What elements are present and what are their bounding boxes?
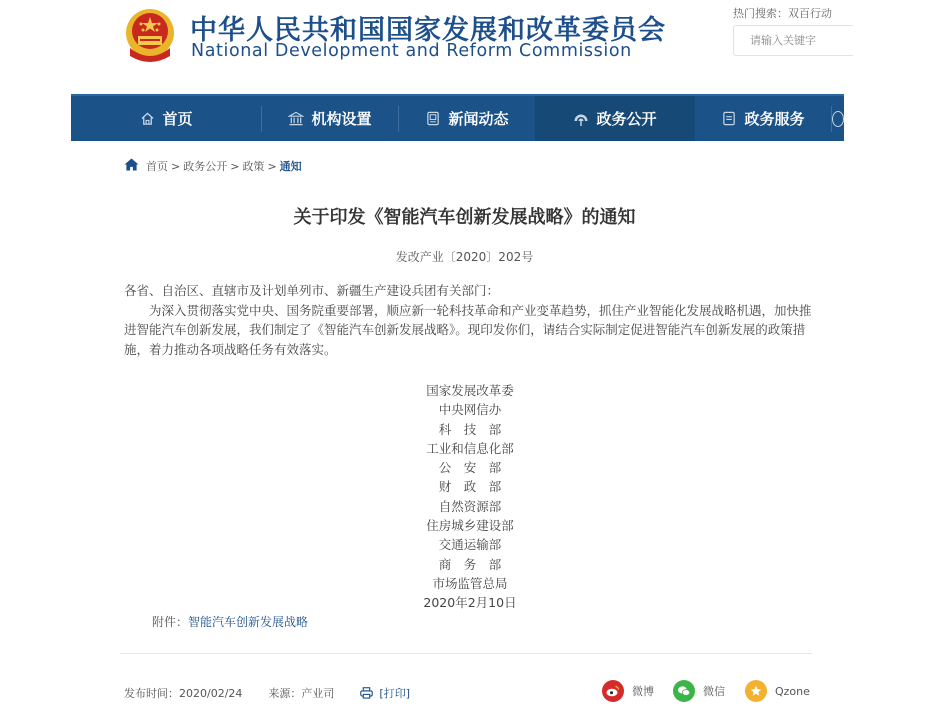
nav-label: 政务公开 [596,110,657,128]
signatory: 科 技 部 [438,421,502,437]
breadcrumb-separator: > [171,159,181,173]
body-paragraph: 为深入贯彻落实党中央、国务院重要部署，顺应新一轮科技革命和产业变革趋势，抓住产业智能化发展战略机遇，加快推进智能汽车创新发展，我们制定了《智能汽车创新发展战略》。现印发你们，请结合实际制定促进智能汽车创新发展的政策措施，着力推动各项战略任务有效落实。 [124,302,812,358]
signatory: 工业和信息化部 [426,440,514,456]
qzone-icon [745,680,767,702]
signatory: 国家发展改革委 [426,383,514,398]
breadcrumb [124,158,302,174]
nav-item-institutions[interactable] [262,96,398,141]
nav-label: 首页 [162,110,193,128]
breadcrumb-item-government-affairs[interactable]: 政务公开 [183,160,228,173]
source-label: 来源： [268,687,302,700]
article-title: 关于印发《智能汽车创新发展战略》的通知 [293,207,636,228]
home-icon [139,111,155,127]
site-title-cn[interactable]: 中华人民共和国国家发展和改革委员会 [190,15,666,46]
main-nav [71,94,844,141]
home-icon[interactable] [124,158,139,174]
attachment-link[interactable]: 智能汽车创新发展战略 [188,615,309,629]
share-weibo[interactable] [602,680,654,702]
document-number: 发改产业〔2020〕202号 [395,250,534,264]
nav-item-more[interactable] [832,96,844,141]
publish-label: 发布时间： [124,687,179,700]
source-value: 产业司 [301,687,335,700]
nav-item-home[interactable] [71,96,261,141]
salutation: 各省、自治区、直辖市及计划单列市、新疆生产建设兵团有关部门： [124,283,500,298]
more-icon [832,111,844,127]
share-label: Qzone [775,684,810,698]
hot-search-label: 热门搜索： [733,7,788,20]
share-qzone[interactable] [745,680,810,702]
attachment-label: 附件： [152,615,189,629]
footer-divider [120,653,812,654]
signatory: 公 安 部 [438,460,502,476]
signatory: 市场监管总局 [432,575,508,591]
signatory: 住房城乡建设部 [426,518,514,534]
signatory: 财 政 部 [438,479,502,495]
signatory: 自然资源部 [438,498,502,514]
institution-icon [288,111,304,127]
nav-label: 新闻动态 [448,110,509,128]
breadcrumb-separator: > [267,159,277,173]
signatories [370,381,570,613]
news-icon [425,111,441,127]
breadcrumb-item-home[interactable]: 首页 [146,160,168,173]
signatory: 商 务 部 [438,556,502,572]
breadcrumb-item-notice[interactable]: 通知 [279,160,302,173]
issue-date: 2020年2月10日 [423,595,517,611]
nav-item-services[interactable] [695,96,831,141]
nav-label: 机构设置 [311,110,372,128]
nav-label: 政务服务 [744,110,805,128]
publish-date: 2020/02/24 [179,686,243,700]
printer-icon [360,687,373,699]
share-label: 微博 [632,685,654,698]
wechat-icon [673,680,695,702]
share-label: 微信 [703,685,725,698]
nav-item-news[interactable] [399,96,535,141]
print-button[interactable] [360,685,410,701]
breadcrumb-item-policy[interactable]: 政策 [242,160,265,173]
signatory: 交通运输部 [438,537,502,553]
breadcrumb-separator: > [230,159,240,173]
broadcast-icon [573,111,589,127]
search-input[interactable] [734,26,853,55]
article-body [124,281,814,360]
hot-search [733,5,832,21]
service-icon [721,111,737,127]
hot-search-term[interactable]: 双百行动 [788,7,832,20]
signatory: 中央网信办 [438,402,502,418]
national-emblem-icon[interactable] [124,8,176,62]
search-box[interactable] [733,25,853,56]
nav-item-government-affairs[interactable] [535,96,695,141]
share-wechat[interactable] [673,680,725,702]
attachment [152,613,308,630]
print-label: [打印] [379,687,410,700]
article-meta [124,685,410,701]
site-title-en: National Development and Reform Commission [191,41,632,61]
weibo-icon [602,680,624,702]
